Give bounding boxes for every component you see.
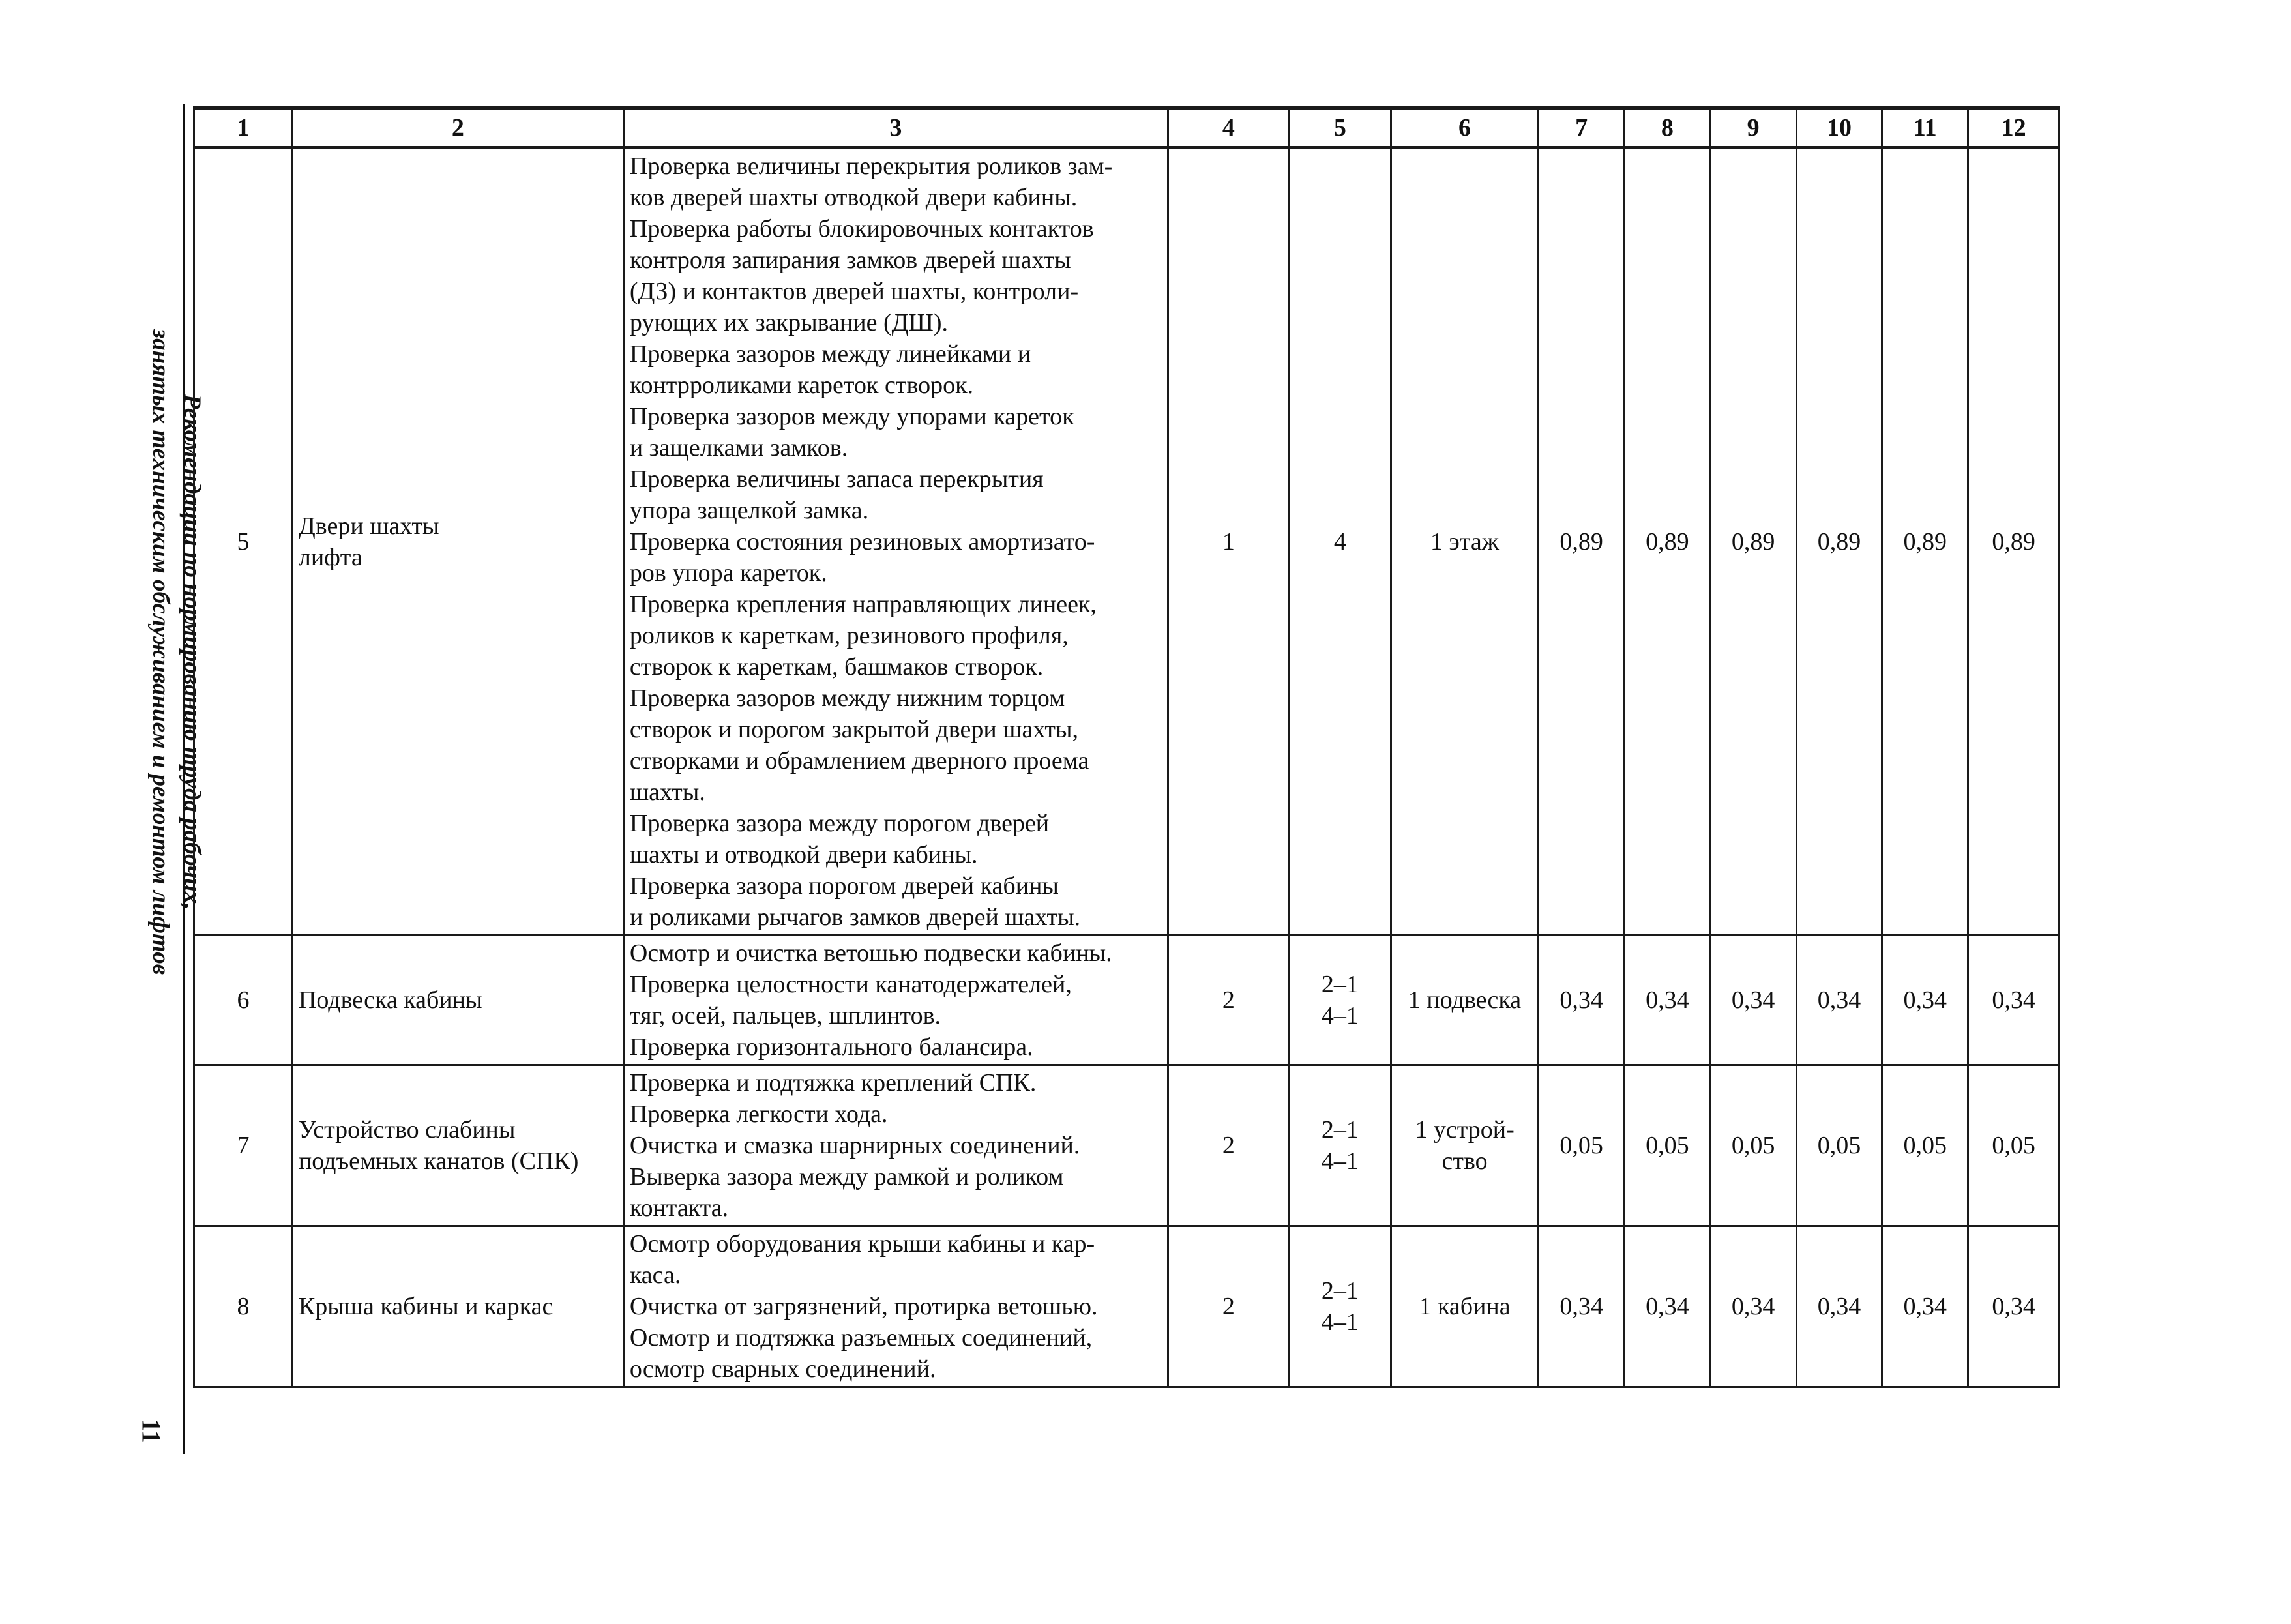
row-number: 8	[194, 1226, 293, 1387]
name-line: Крыша кабины и каркас	[298, 1293, 554, 1320]
work-line: контакта.	[629, 1194, 729, 1222]
col-header-10: 10	[1796, 108, 1882, 148]
norm-value: 0,34	[1796, 936, 1882, 1065]
work-line: роликов к кареткам, резинового профиля,	[629, 622, 1069, 649]
norm-value: 0,34	[1539, 1226, 1625, 1387]
norm-value: 0,05	[1968, 1065, 2060, 1226]
work-line: Осмотр и очистка ветошью подвески кабины.	[629, 939, 1112, 967]
table-row	[194, 1065, 2060, 1226]
work-line: Очистка и смазка шарнирных соединений.	[629, 1132, 1080, 1159]
norm-value: 0,05	[1539, 1065, 1625, 1226]
work-line: каса.	[629, 1262, 681, 1289]
name-line: Устройство слабины	[298, 1116, 516, 1144]
work-line: и защелками замков.	[629, 434, 848, 462]
element-name	[292, 148, 623, 936]
norm-value: 0,89	[1796, 148, 1882, 936]
work-line: Проверка зазора между порогом дверей	[629, 810, 1050, 837]
page-number: 11	[136, 1419, 166, 1443]
unit-line: 1 устрой-	[1415, 1116, 1515, 1144]
work-line: Проверка горизонтального балансира.	[629, 1033, 1033, 1061]
norm-value: 0,34	[1625, 1226, 1711, 1387]
work-line: створок и порогом закрытой двери шахты,	[629, 716, 1079, 743]
norm-value: 0,05	[1710, 1065, 1796, 1226]
work-line: рующих их закрывание (ДШ).	[629, 309, 949, 336]
work-list	[623, 148, 1168, 936]
work-line: створок к кареткам, башмаков створок.	[629, 653, 1044, 681]
work-line: ков дверей шахты отводкой двери кабины.	[629, 184, 1078, 211]
col-header-4: 4	[1168, 108, 1289, 148]
work-line: шахты и отводкой двери кабины.	[629, 841, 978, 868]
col-header-2: 2	[292, 108, 623, 148]
norm-value: 0,89	[1968, 148, 2060, 936]
col5-line: 4–1	[1321, 1002, 1359, 1029]
norm-value: 0,34	[1882, 936, 1968, 1065]
work-line: Проверка зазоров между нижним торцом	[629, 685, 1065, 712]
name-line: подъемных канатов (СПК)	[298, 1147, 579, 1175]
norm-value: 0,89	[1625, 148, 1711, 936]
norm-value: 0,05	[1882, 1065, 1968, 1226]
table-row	[194, 936, 2060, 1065]
running-title-line-1: Рекомендации по нормированию труда рабочих,	[179, 394, 205, 910]
norm-value: 0,89	[1882, 148, 1968, 936]
work-line: Проверка легкости хода.	[629, 1100, 888, 1128]
col-header-9: 9	[1710, 108, 1796, 148]
table-row	[194, 1226, 2060, 1387]
work-line: упора защелкой замка.	[629, 497, 869, 524]
work-line: Проверка зазоров между линейками и	[629, 340, 1031, 368]
unit-value	[1391, 1065, 1538, 1226]
work-line: ров упора кареток.	[629, 559, 827, 587]
name-line: лифта	[298, 544, 362, 571]
work-line: Осмотр оборудования крыши кабины и кар-	[629, 1230, 1095, 1258]
work-line: Проверка состояния резиновых амортизато-	[629, 528, 1095, 555]
norms-table	[193, 106, 2060, 1388]
norm-value: 0,05	[1796, 1065, 1882, 1226]
work-line: Проверка крепления направляющих линеек,	[629, 591, 1097, 618]
unit-line: 1 подвеска	[1408, 986, 1522, 1014]
norm-value: 0,34	[1539, 936, 1625, 1065]
work-list	[623, 936, 1168, 1065]
unit-value	[1391, 1226, 1538, 1387]
row-number: 6	[194, 936, 293, 1065]
col5-value	[1289, 1226, 1391, 1387]
name-line: Двери шахты	[298, 512, 439, 540]
work-line: Осмотр и подтяжка разъемных соединений,	[629, 1324, 1093, 1351]
work-line: Проверка зазоров между упорами кареток	[629, 403, 1074, 430]
header-row	[194, 108, 2060, 148]
work-line: Очистка от загрязнений, протирка ветошью.	[629, 1293, 1098, 1320]
col5-line: 4	[1333, 528, 1346, 555]
work-line: Проверка целостности канатодержателей,	[629, 971, 1072, 998]
col4-value: 1	[1168, 148, 1289, 936]
norm-value: 0,89	[1539, 148, 1625, 936]
norm-value: 0,34	[1968, 936, 2060, 1065]
table-row	[194, 148, 2060, 936]
element-name	[292, 936, 623, 1065]
unit-line: 1 этаж	[1430, 528, 1500, 555]
work-line: Проверка зазора порогом дверей кабины	[629, 872, 1059, 900]
work-line: осмотр сварных соединений.	[629, 1355, 936, 1383]
unit-value	[1391, 148, 1538, 936]
col-header-3: 3	[623, 108, 1168, 148]
work-line: Проверка и подтяжка креплений СПК.	[629, 1069, 1037, 1097]
col5-line: 4–1	[1321, 1147, 1359, 1175]
work-line: (ДЗ) и контактов дверей шахты, контроли-	[629, 278, 1079, 305]
work-line: контроля запирания замков дверей шахты	[629, 246, 1071, 274]
unit-line: 1 кабина	[1419, 1293, 1511, 1320]
norm-value: 0,34	[1968, 1226, 2060, 1387]
row-number: 5	[194, 148, 293, 936]
col5-line: 2–1	[1321, 1116, 1359, 1144]
name-line: Подвеска кабины	[298, 986, 482, 1014]
work-line: Выверка зазора между рамкой и роликом	[629, 1163, 1064, 1190]
col-header-12: 12	[1968, 108, 2060, 148]
norm-value: 0,34	[1710, 1226, 1796, 1387]
col5-line: 4–1	[1321, 1308, 1359, 1336]
row-number: 7	[194, 1065, 293, 1226]
norm-value: 0,89	[1710, 148, 1796, 936]
norm-value: 0,05	[1625, 1065, 1711, 1226]
unit-value	[1391, 936, 1538, 1065]
col5-line: 2–1	[1321, 1277, 1359, 1305]
element-name	[292, 1065, 623, 1226]
unit-line: ство	[1441, 1147, 1488, 1175]
col-header-1: 1	[194, 108, 293, 148]
col5-line: 2–1	[1321, 971, 1359, 998]
col-header-8: 8	[1625, 108, 1711, 148]
col5-value	[1289, 936, 1391, 1065]
col5-value	[1289, 1065, 1391, 1226]
work-line: Проверка работы блокировочных контактов	[629, 215, 1094, 243]
col-header-11: 11	[1882, 108, 1968, 148]
work-list	[623, 1065, 1168, 1226]
norm-value: 0,34	[1882, 1226, 1968, 1387]
work-line: тяг, осей, пальцев, шплинтов.	[629, 1002, 941, 1029]
work-line: Проверка величины запаса перекрытия	[629, 465, 1044, 493]
work-line: контрроликами кареток створок.	[629, 372, 974, 399]
col5-value	[1289, 148, 1391, 936]
norm-value: 0,34	[1710, 936, 1796, 1065]
col4-value: 2	[1168, 936, 1289, 1065]
col-header-7: 7	[1539, 108, 1625, 148]
norm-value: 0,34	[1625, 936, 1711, 1065]
work-line: Проверка величины перекрытия роликов зам-	[629, 153, 1113, 180]
work-line: шахты.	[629, 778, 705, 806]
col4-value: 2	[1168, 1065, 1289, 1226]
norm-value: 0,34	[1796, 1226, 1882, 1387]
work-line: створками и обрамлением дверного проема	[629, 747, 1089, 775]
work-list	[623, 1226, 1168, 1387]
col-header-6: 6	[1391, 108, 1538, 148]
col4-value: 2	[1168, 1226, 1289, 1387]
work-line: и роликами рычагов замков дверей шахты.	[629, 904, 1081, 931]
col-header-5: 5	[1289, 108, 1391, 148]
element-name	[292, 1226, 623, 1387]
running-title-line-2: занятых техническим обслуживанием и ремонтом лифтов	[147, 329, 174, 975]
